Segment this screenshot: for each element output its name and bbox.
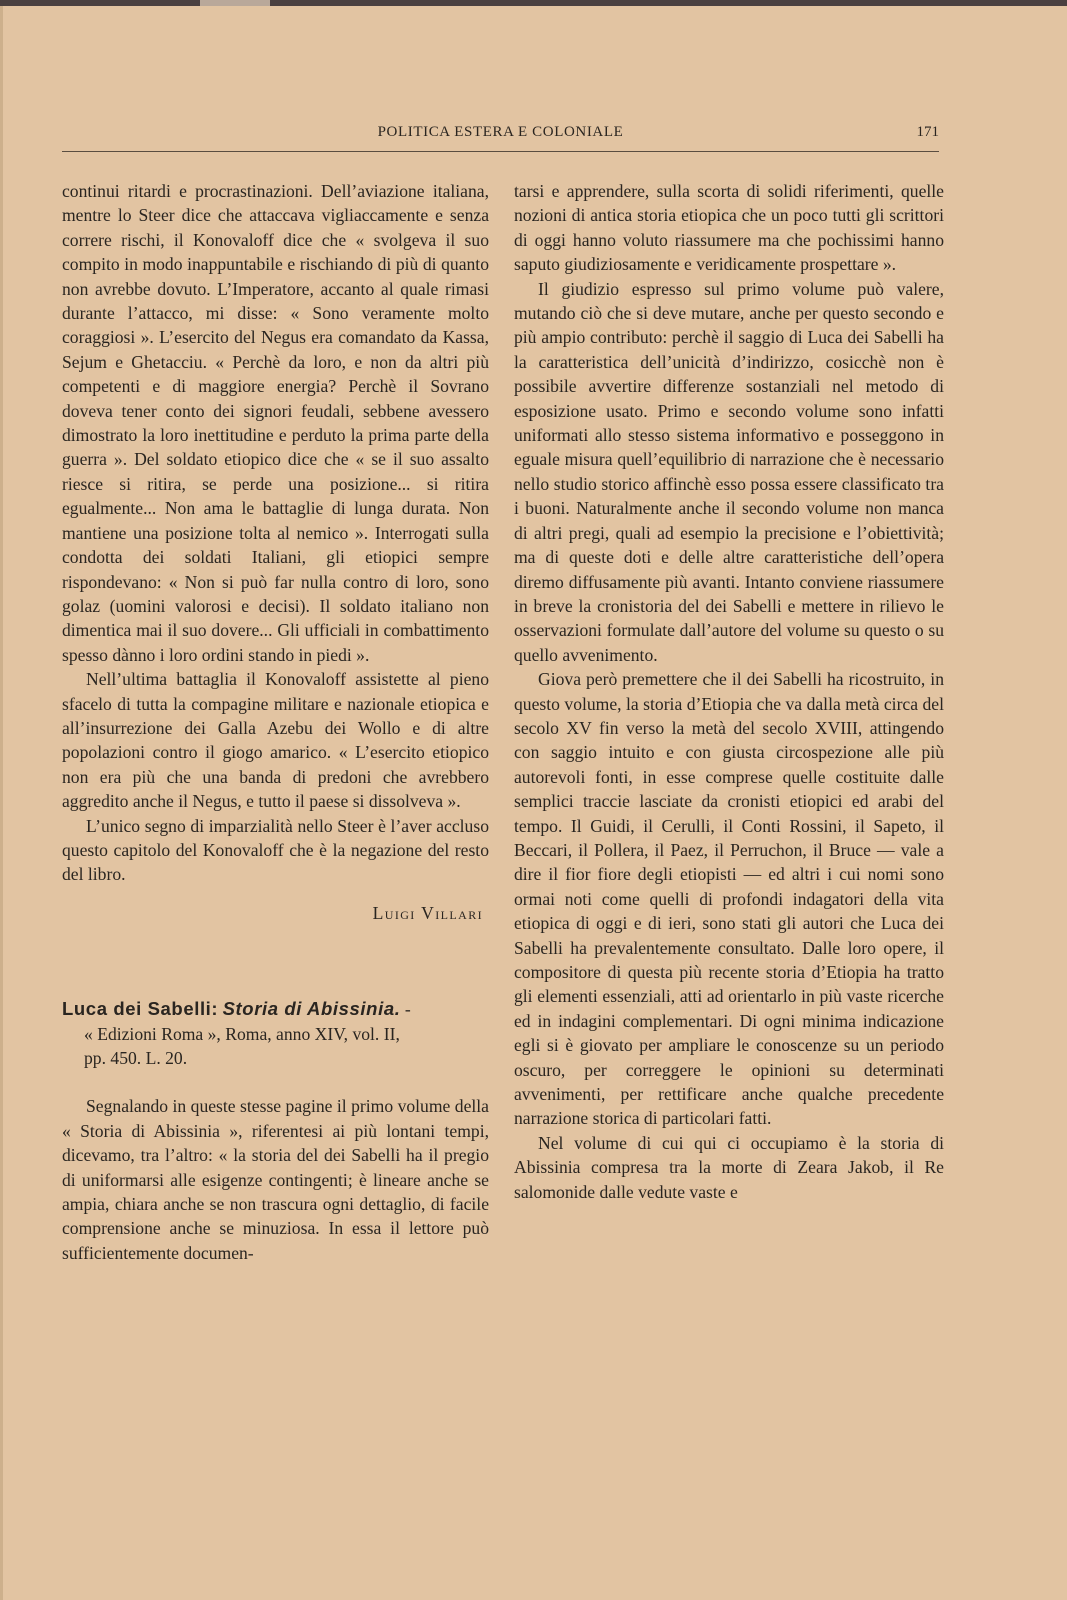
right-column: [514, 179, 944, 1204]
paragraph: Segnalando in queste stesse pagine il primo volume della « Storia di Abissinia », riferentesi ai più lontani tempi, dicevamo, tra l’altro: « la storia del dei Sabelli ha il pregio di uniformarsi alle esigenze contingenti; è lineare anche se ampia, chiara anche se non trascura ogni dettaglio, di facile comprensione anche se minuziosa. In essa il lettore può sufficientemente documen-: [62, 1096, 489, 1263]
review-publisher: « Edizioni Roma », Roma, anno XIV, vol. II,: [84, 1023, 400, 1044]
review-author: Luca dei Sabelli:: [62, 998, 219, 1020]
paragraph: Giova però premettere che il dei Sabelli ha ricostruito, in questo volume, la storia d’Etiopia che va dalla metà circa del secolo XV fin verso la metà del secolo XVIII, attingendo con saggio intuito e con giusta circospezione alle più autorevoli fonti, in esse comprese quelle costituite dalle semplici traccie lasciate da cronisti etiopici ed arabi del tempo. Il Guidi, il Cerulli, il Conti Rossini, il Sapeto, il Beccari, il Pollera, il Paez, il Perruchon, il Bruce — vale a dire il fior fiore degli etiopisti — ed altri i cui nomi sono ormai noti come quelli di profondi indagatori della vita etiopica di oggi e di ieri, sono stati gli autori che Luca dei Sabelli ha prevalentemente consultato. Dalle loro opere, il compositore di questa più recente storia d’Etiopia ha tratto gli elementi essenziali, atti ad orientarlo in più vaste ricerche ed in indagini complementari. Di ogni minima indicazione egli si è giovato per ampliare le conoscenze su un periodo oscuro, per correggere le opinioni su determinati avvenimenti, per rettificare anche qualche precedente narrazione storica di particolari fatti.: [514, 669, 944, 1129]
page-edge: [0, 6, 3, 1600]
spacer: [62, 1070, 489, 1094]
paragraph: Nel volume di cui qui ci occupiamo è la storia di Abissinia compresa tra la morte di Zeara Jakob, il Re salomonide dalle vedute vaste e: [514, 1132, 944, 1202]
review-heading: [62, 997, 489, 1070]
paragraph: Il giudizio espresso sul primo volume può valere, mutando ciò che si deve mutare, anche per questo secondo e più ampio contributo: perchè il saggio di Luca dei Sabelli ha la caratteristica dell’unicità d’indirizzo, cosicchè non è possibile avvertire differenze sostanziali nel metodo di esposizione usato. Primo e secondo volume sono infatti uniformati allo stesso sistema informativo e posseggono in eguale misura quell’equilibrio di narrazione che è necessario nello studio storico affinchè esso possa essere classificato tra i buoni. Naturalmente anche il secondo volume non manca di altri pregi, quali ad esempio la precisione e l’obiettività; ma di queste doti e delle altre caratteristiche dell’opera diremo diffusamente più avanti. Intanto conviene riassumere in breve la cronistoria del dei Sabelli e mettere in rilievo le osservazioni formulate dall’autore del volume su questo o su quello avvenimento.: [514, 278, 944, 665]
review-book-title: Storia di Abissinia.: [222, 998, 401, 1020]
review-pages-price: pp. 450. L. 20.: [84, 1048, 188, 1068]
paragraph: L’unico segno di imparzialità nello Steer è l’aver accluso questo capitolo del Konovaloff che è la negazione del resto del libro.: [62, 815, 489, 885]
paragraph: Nell’ultima battaglia il Konovaloff assistette al pieno sfacelo di tutta la compagine militare e nazionale etiopica e all’insurrezione dei Galla Azebu dei Wollo e di altre popolazioni contro il giogo amarico. « L’esercito etiopico non era più che una banda di predoni che avrebbero aggredito anche il Negus, e tutto il paese si dissolveva ».: [62, 669, 489, 812]
review-dash: -: [404, 999, 411, 1020]
article-signature: Luigi Villari: [372, 902, 483, 923]
page-number: 171: [916, 124, 939, 140]
scan-strip-highlight: [200, 0, 270, 6]
review-title-line: [62, 997, 489, 1021]
running-head: POLITICA ESTERA E COLONIALE: [377, 124, 624, 140]
header-rule: [62, 151, 939, 152]
paragraph: tarsi e apprendere, sulla scorta di solidi riferimenti, quelle nozioni di antica storia etiopica che un poco tutti gli scrittori di oggi hanno voluto riassumere ma che pochissimi hanno saputo giudiziosamente e veridicamente prospettare ».: [514, 181, 944, 275]
left-column: [62, 179, 489, 1265]
page-header: [62, 124, 939, 152]
paragraph: continui ritardi e procrastinazioni. Dell’aviazione italiana, mentre lo Steer dice che attaccava vigliaccamente e senza correre rischi, il Konovaloff dice che « svolgeva il suo compito in modo inappuntabile e rischiando di più di quanto non avrebbe dovuto. L’Imperatore, accanto al quale rimasi durante l’attacco, mi disse: « Sono veramente molto coraggiosi ». L’esercito del Negus era comandato da Kassa, Sejum e Ghetacciu. « Perchè da loro, e non da altri più competenti e di maggiore energia? Perchè il Sovrano doveva tener conto dei signori feudali, sebbene avessero dimostrato la loro inettitudine e perduto la prima parte della guerra ». Del soldato etiopico dice che « se il suo assalto riesce si ritira, se perde una posizione... si ritira egualmente... Non ama le battaglie di lunga durata. Non mantiene una posizione tolta al nemico ». Interrogati sulla condotta dei soldati Italiani, gli etiopici sempre rispondevano: « Non si può far nulla contro di loro, sono golaz (uomini valorosi e decisi). Il soldato italiano non dimentica mai il suo dovere... Gli ufficiali in combattimento spesso dànno i loro ordini stando in piedi ».: [62, 181, 489, 665]
scan-top-strip: [0, 0, 1067, 6]
